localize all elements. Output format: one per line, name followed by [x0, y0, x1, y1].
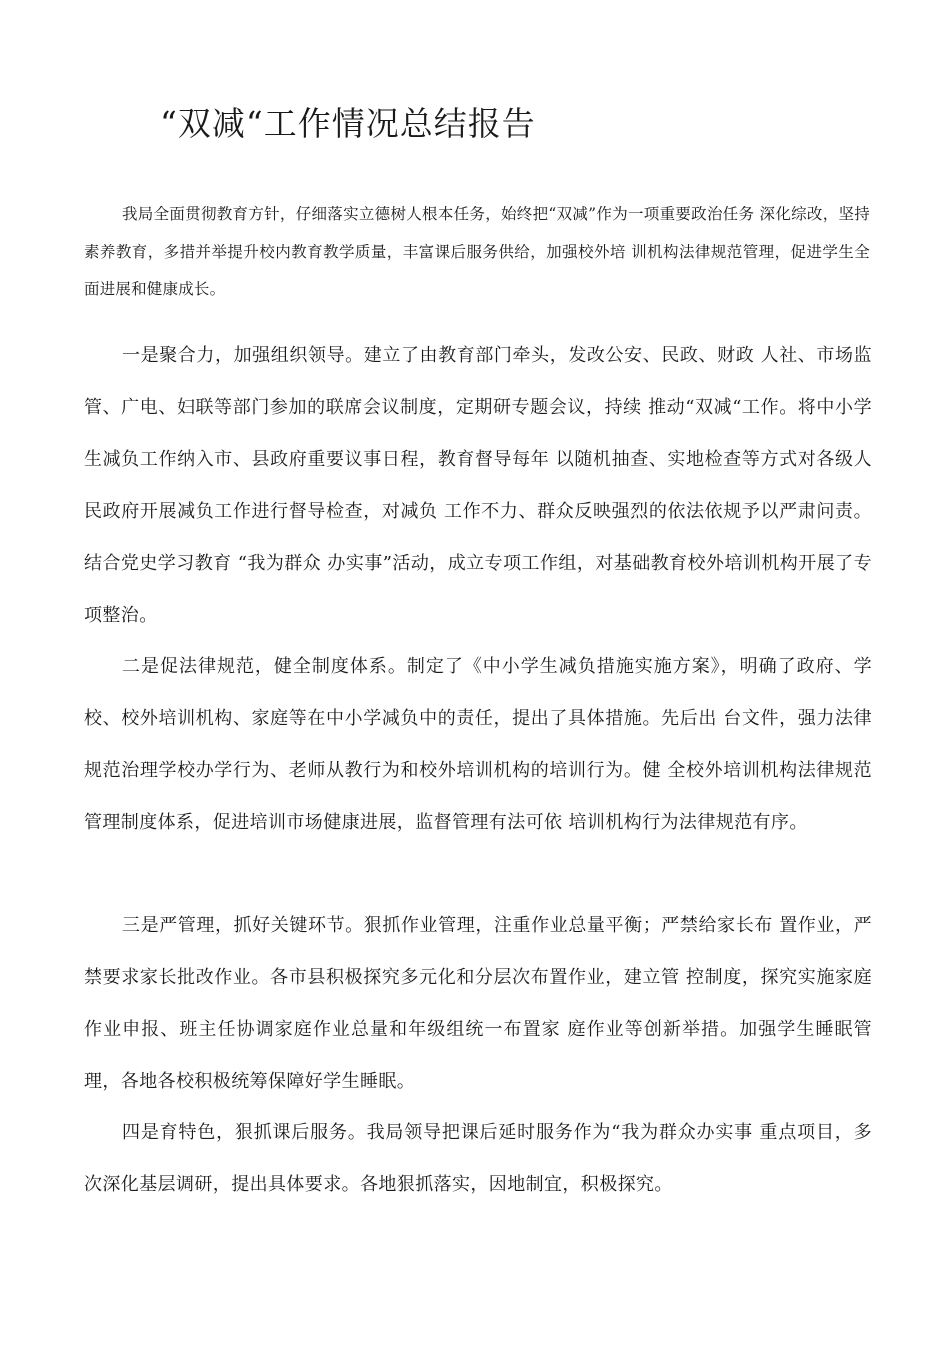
paragraph-management: 三是严管理，抓好关键环节。狠抓作业管理，注重作业总量平衡；严禁给家长布 置作业，严禁要求家长批改作业。各市县积极探究多元化和分层次布置作业，建立管 控制度，探究实施家庭作业申报、班主任协调家庭作业总量和年级组统一布置家 庭作业等创新举措。加强学生睡眠管理，各地各校积极统筹保障好学生睡眠。 [84, 915, 872, 1092]
paragraph-after-school-service: 四是育特色，狠抓课后服务。我局领导把课后延时服务作为“我为群众办实事 重点项目，多次深化基层调研，提出具体要求。各地狠抓落实，因地制宜，积极探究。 [84, 1122, 872, 1195]
intro-paragraph: 我局全面贯彻教育方针，仔细落实立德树人根本任务，始终把“双减”作为一项重要政治任务 深化综改，坚持素养教育，多措并举提升校内教育教学质量，丰富课后服务供给，加强校外培 训机构法律规范管理，促进学生全面进展和健康成长。 [84, 205, 870, 298]
paragraph-regulation: 二是促法律规范，健全制度体系。制定了《中小学生减负措施实施方案》，明确了政府、学校、校外培训机构、家庭等在中小学减负中的责任，提出了具体措施。先后出 台文件，强力法律规范治理学校办学行为、老师从教行为和校外培训机构的培训行为。健 全校外培训机构法律规范管理制度体系，促进培训市场健康进展，监督管理有法可依 培训机构行为法律规范有序。 [84, 656, 872, 833]
document-title: “双减“工作情况总结报告 [160, 104, 536, 143]
paragraph-organization: 一是聚合力，加强组织领导。建立了由教育部门牵头，发改公安、民政、财政 人社、市场监管、广电、妇联等部门参加的联席会议制度，定期研专题会议，持续 推动“双减“工作。将中小学生减负工作纳入市、县政府重要议事日程，教育督导每年 以随机抽查、实地检查等方式对各级人民政府开展减负工作进行督导检查，对减负 工作不力、群众反映强烈的依法依规予以严肃问责。结合党史学习教育 “我为群众 办实事”活动，成立专项工作组，对基础教育校外培训机构开展了专项整治。 [84, 345, 872, 626]
